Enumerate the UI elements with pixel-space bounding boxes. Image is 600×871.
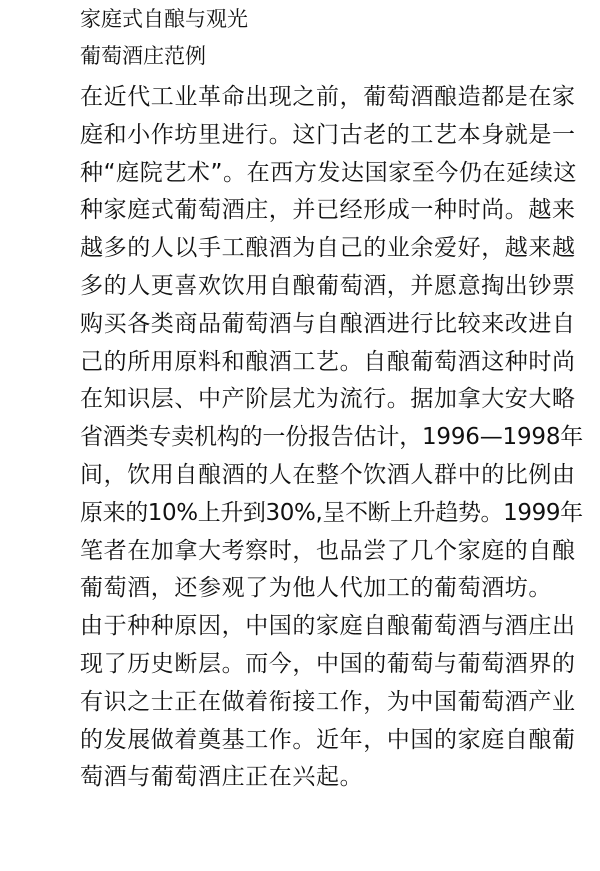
document-title: 家庭式自酿与观光 <box>80 7 248 31</box>
paragraph-line: 现了历史断层。而今，中国的葡萄与葡萄酒界的 <box>80 650 576 677</box>
paragraph-line: 己的所用原料和酿酒工艺。自酿葡萄酒这种时尚 <box>80 348 576 375</box>
paragraph-line: 有识之士正在做着衔接工作，为中国葡萄酒产业 <box>80 688 576 715</box>
paragraph-line: 萄酒与葡萄酒庄正在兴起。 <box>80 764 364 791</box>
paragraph-line: 庭和小作坊里进行。这门古老的工艺本身就是一 <box>80 121 576 148</box>
document-subtitle: 葡萄酒庄范例 <box>80 44 206 68</box>
paragraph-line: 种“庭院艺术”。在西方发达国家至今仍在延续这 <box>80 159 578 186</box>
paragraph-line: 原来的10%上升到30%,呈不断上升趋势。1999年 <box>80 499 583 526</box>
paragraph-line: 葡萄酒，还参观了为他人代加工的葡萄酒坊。 <box>80 575 552 602</box>
paragraph-line: 省酒类专卖机构的一份报告估计，1996—1998年 <box>80 424 584 451</box>
paragraph-1 <box>80 79 584 608</box>
paragraph-line: 由于种种原因，中国的家庭自酿葡萄酒与酒庄出 <box>80 613 576 640</box>
paragraph-line: 笔者在加拿大考察时，也品尝了几个家庭的自酿 <box>80 537 576 564</box>
paragraph-line: 多的人更喜欢饮用自酿葡萄酒，并愿意掏出钞票 <box>80 272 576 299</box>
paragraph-line: 越多的人以手工酿酒为自己的业余爱好，越来越 <box>80 235 576 262</box>
document-page <box>80 0 584 797</box>
paragraph-line: 购买各类商品葡萄酒与自酿酒进行比较来改进自 <box>80 310 576 337</box>
paragraph-line: 在知识层、中产阶层尤为流行。据加拿大安大略 <box>80 386 576 413</box>
paragraph-2 <box>80 608 584 797</box>
paragraph-line: 在近代工业革命出现之前，葡萄酒酿造都是在家 <box>80 84 576 110</box>
paragraph-line: 种家庭式葡萄酒庄，并已经形成一种时尚。越来 <box>80 197 576 224</box>
paragraph-line: 间，饮用自酿酒的人在整个饮酒人群中的比例由 <box>80 461 576 488</box>
paragraph-line: 的发展做着奠基工作。近年，中国的家庭自酿葡 <box>80 726 576 753</box>
